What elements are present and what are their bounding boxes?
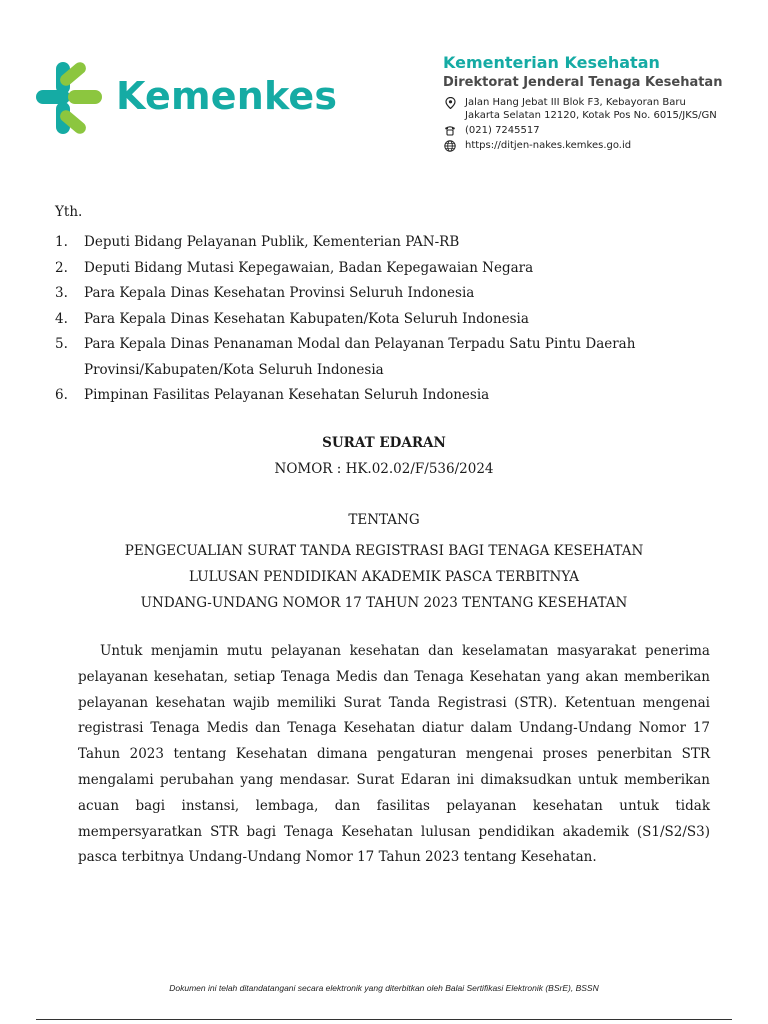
letterhead-org [443,52,722,154]
footer-divider [36,1019,732,1020]
phone-number: (021) 7245517 [465,125,540,136]
e-signature-note: Dokumen ini telah ditandatangani secara elektronik yang diterbitkan oleh Balai Sertifikasi Elektronik (BSrE), BSSN [169,983,599,993]
list-item: 2. Deputi Bidang Mutasi Kepegawaian, Badan Kepegawaian Negara [55,259,534,276]
salutation: Yth. [55,204,83,220]
phone-row [443,124,722,137]
website-row [443,139,722,152]
subject-line-3: UNDANG-UNDANG NOMOR 17 TAHUN 2023 TENTANG KESEHATAN [140,595,628,611]
brand-name: Kemenkes [116,74,338,118]
address-line-1: Jalan Hang Jebat III Blok F3, Kebayoran Baru [465,97,686,108]
kemenkes-logo-icon [36,62,102,134]
list-item: 1. Deputi Bidang Pelayanan Publik, Kementerian PAN-RB [55,234,460,250]
subject-line-2: LULUSAN PENDIDIKAN AKADEMIK PASCA TERBITNYA [189,569,579,585]
recipient-list [55,230,735,409]
address-line-2: Jakarta Selatan 12120, Kotak Pos No. 6015/JKS/GN [465,110,717,121]
letter-subject [0,538,768,616]
contact-info [443,96,722,152]
body-paragraph: Untuk menjamin mutu pelayanan kesehatan dan keselamatan masyarakat penerima pelayanan kesehatan, setiap Tenaga Medis dan Tenaga Kesehatan yang akan memberikan pelayanan kesehatan wajib memiliki Surat Tanda Registrasi (STR). Ketentuan mengenai registrasi Tenaga Medis dan Tenaga Kesehatan diatur dalam Undang-Undang Nomor 17 Tahun 2023 tentang Kesehatan dimana pengaturan mengenai proses penerbitan STR mengalami perubahan yang mendasar. Surat Edaran ini dimaksudkan untuk memberikan acuan bagi instansi, lembaga, dan fasilitas pelayanan kesehatan untuk tidak mempersyaratkan STR bagi Tenaga Kesehatan lulusan pendidikan akademik (S1/S2/S3) pasca terbitnya Undang-Undang Nomor 17 Tahun 2023 tentang Kesehatan. [78,643,710,866]
org-subtitle: Direktorat Jenderal Tenaga Kesehatan [443,75,723,90]
address-row [443,96,722,122]
list-item-line: Provinsi/Kabupaten/Kota Seluruh Indonesia [84,361,384,378]
about-label: TENTANG [348,512,420,528]
list-item-line: Para Kepala Dinas Penanaman Modal dan Pelayanan Terpadu Satu Pintu Daerah [84,336,636,352]
letter-number: NOMOR : HK.02.02/F/536/2024 [274,461,494,477]
subject-line-1: PENGECUALIAN SURAT TANDA REGISTRASI BAGI TENAGA KESEHATAN [124,543,644,559]
org-title: Kementerian Kesehatan [443,53,660,72]
list-item: 4. Para Kepala Dinas Kesehatan Kabupaten/Kota Seluruh Indonesia [55,310,529,327]
phone-icon [443,124,457,137]
letter-type: SURAT EDARAN [322,435,446,451]
website-link[interactable]: https://ditjen-nakes.kemkes.go.id [465,140,632,151]
list-item: 6. Pimpinan Fasilitas Pelayanan Kesehatan Seluruh Indonesia [55,387,490,403]
globe-icon [443,139,457,152]
list-item: 3. Para Kepala Dinas Kesehatan Provinsi Seluruh Indonesia [55,285,475,301]
list-item: 5. Para Kepala Dinas Penanaman Modal dan Pelayanan Terpadu Satu Pintu Daerah Provinsi/Kabupaten/Kota Seluruh Indonesia [55,336,636,378]
location-pin-icon [443,96,457,109]
